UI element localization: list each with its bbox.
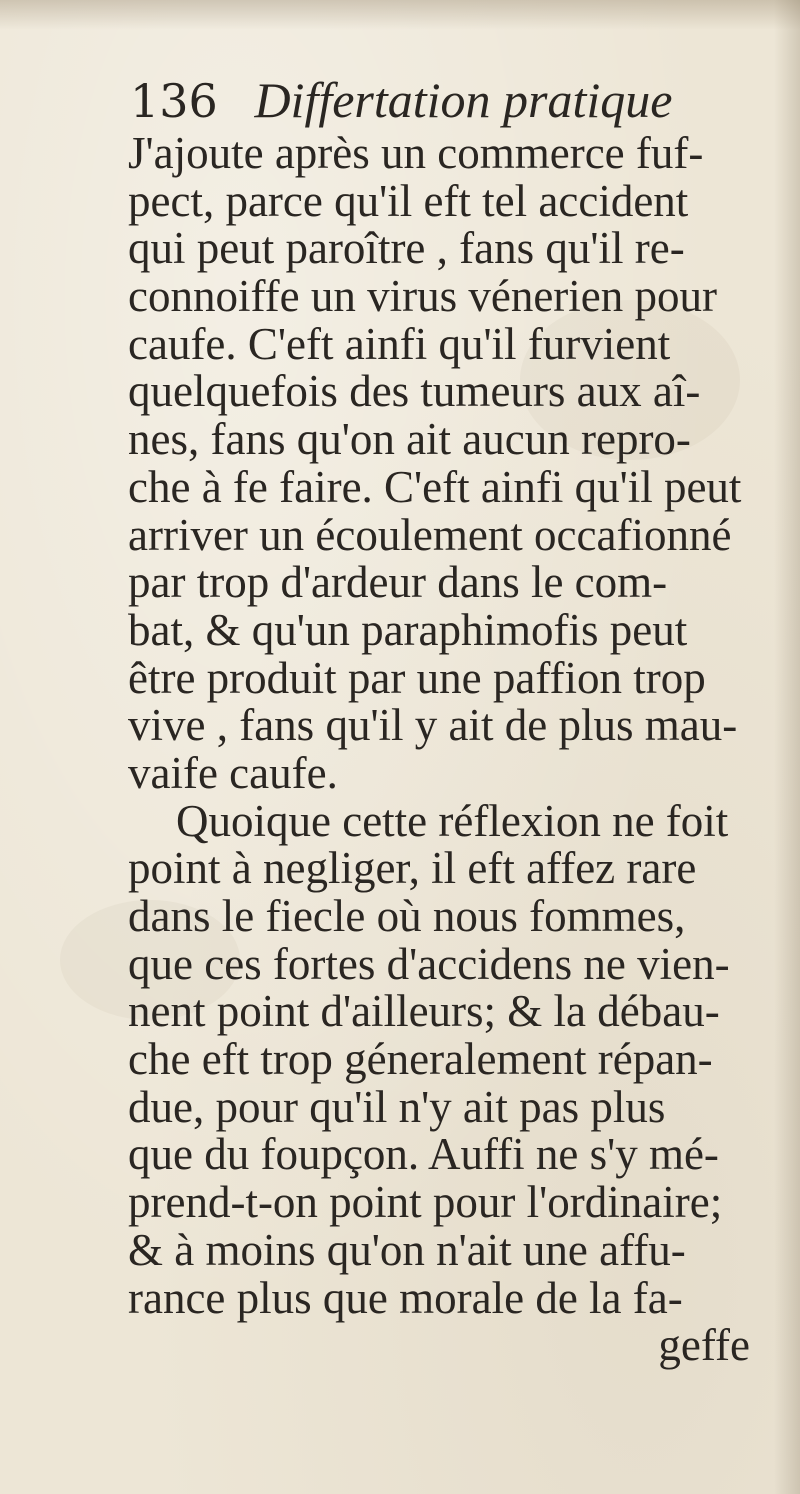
text-line: que du foupçon. Auffi ne s'y mé-: [128, 1129, 719, 1180]
text-line: qui peut paroître , fans qu'il re-: [128, 223, 685, 274]
text-line: pect, parce qu'il eft tel accident: [128, 175, 689, 226]
text-line: & à moins qu'on n'ait une affu-: [128, 1224, 686, 1275]
text-line: che eft trop géneralement répan-: [128, 1034, 713, 1085]
text-line: vaife caufe.: [128, 747, 338, 798]
paragraph-start-line: Quoique cette réflexion ne foit: [176, 795, 729, 846]
body-text: [128, 130, 788, 1370]
page-number: 136: [130, 74, 218, 128]
running-title: Differtation pratique: [254, 72, 673, 128]
text-line: nes, fans qu'on ait aucun repro-: [128, 414, 691, 465]
text-line: che à fe faire. C'eft ainfi qu'il peut: [128, 461, 742, 512]
text-line: nent point d'ailleurs; & la débau-: [128, 986, 720, 1037]
text-line: connoiffe un virus vénerien pour: [128, 271, 717, 322]
catchword: geffe: [658, 1320, 750, 1371]
running-header: [130, 70, 750, 130]
text-line: arriver un écoulement occafionné: [128, 509, 732, 560]
text-line: rance plus que morale de la fa-: [128, 1272, 683, 1323]
text-line: caufe. C'eft ainfi qu'il furvient: [128, 318, 671, 369]
text-line: vive , fans qu'il y ait de plus mau-: [128, 700, 738, 751]
text-line: par trop d'ardeur dans le com-: [128, 557, 668, 608]
text-line: prend-t-on point pour l'ordinaire;: [128, 1177, 723, 1228]
text-line: point à negliger, il eft affez rare: [128, 843, 697, 894]
text-line: que ces fortes d'accidens ne vien-: [128, 938, 730, 989]
text-line: dans le fiecle où nous fommes,: [128, 891, 686, 941]
text-line: J'ajoute après un commerce fuf-: [128, 128, 704, 178]
text-line: due, pour qu'il n'y ait pas plus: [128, 1081, 666, 1132]
page-top-shadow: [0, 0, 800, 30]
text-line: être produit par une paffion trop: [128, 652, 706, 703]
text-line: bat, & qu'un paraphimofis peut: [128, 604, 688, 655]
text-line: quelquefois des tumeurs aux aî-: [128, 366, 701, 417]
